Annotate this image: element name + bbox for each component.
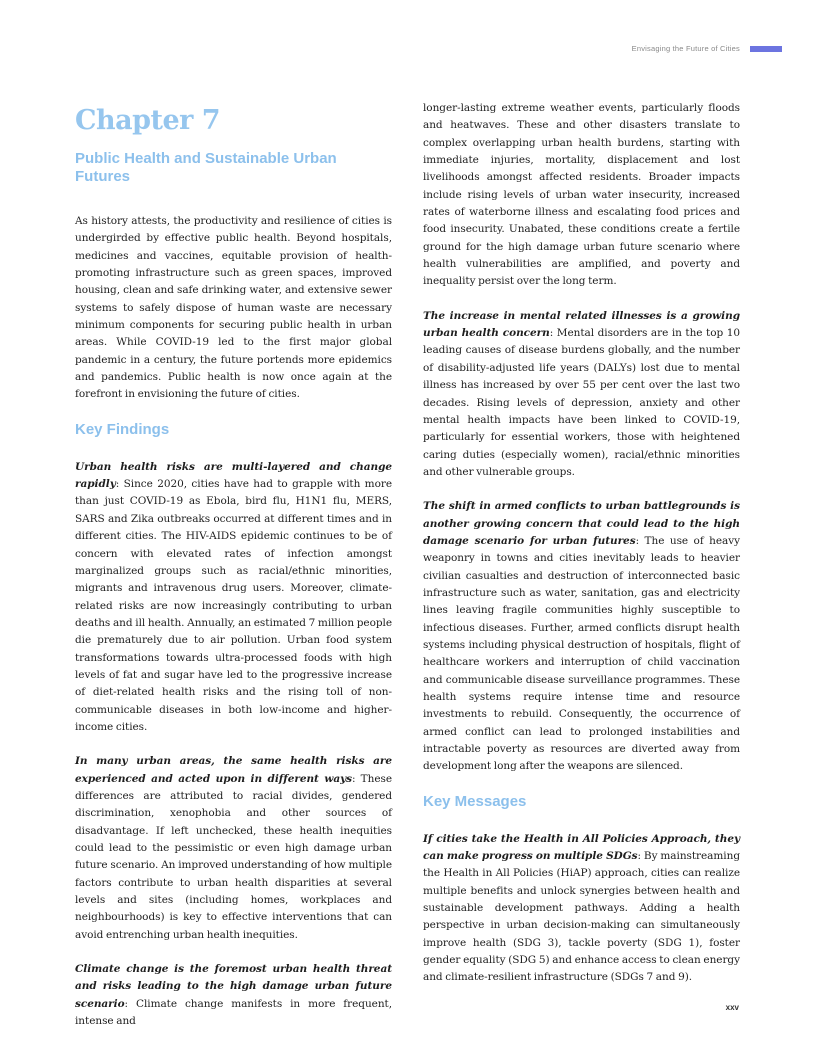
finding-text: : Climate change manifests in more frequent, intense and xyxy=(75,997,392,1028)
message-lead: If cities take the Health in All Policies Approach, they can make progress on multiple SDGs xyxy=(423,832,740,863)
running-header xyxy=(632,44,782,53)
right-column xyxy=(423,100,740,1004)
finding-paragraph xyxy=(423,498,740,776)
intro-paragraph: As history attests, the productivity and resilience of cities is undergirded by effective public health. Beyond hospitals, medicines and vaccines, equitable provision of health-promoting infrastructure such as green spaces, improved housing, clean and safe drinking water, and extensive sewer systems to safely dispose of human waste are necessary minimum components for securing public health in urban areas. While COVID-19 led to the first major global pandemic in a century, the future portends more epidemics and pandemics. Public health is now once again at the forefront in envisioning the future of cities. xyxy=(75,215,392,401)
header-accent-bar xyxy=(750,46,782,52)
finding-text: : Since 2020, cities have had to grapple with more than just COVID-19 as Ebola, bird flu, H1N1 flu, MERS, SARS and Zika outbreaks occurred at different times and in different cities. The HIV-AIDS epidemic continues to be of concern with elevated rates of infection amongst marginalized groups such as racial/ethnic minorities, migrants and intravenous drug users. Moreover, climate-related risks are now increasingly contributing to urban deaths and ill health. Annually, an estimated 7 million people die prematurely due to air pollution. Urban food system transformations towards ultra-processed foods with high levels of fat and sugar have led to the progressive increase of diet-related health risks and the rising toll of non-communicable diseases in both low-income and higher-income cities. xyxy=(75,478,392,733)
finding-lead: The increase in mental related illnesses is a growing urban health concern xyxy=(423,309,740,340)
chapter-label: Chapter 7 xyxy=(75,105,221,136)
finding-text: : The use of heavy weaponry in towns and cities inevitably leads to heavier civilian casualties and destruction of interconnected basic infrastructure such as water, sanitation, gas and electricity lines leaving fragile communities highly susceptible to infectious diseases. Further, armed conflicts disrupt health systems including physical destruction of hospitals, flight of healthcare workers and interruption of child vaccination and communicable disease surveillance programmes. These health systems require intense time and resource investments to rebuild. Consequently, the occurrence of armed conflict can lead to prolonged instabilities and intractable poverty as resources are diverted away from development long after the weapons are silenced. xyxy=(423,534,740,773)
finding-paragraph xyxy=(423,308,740,481)
finding-lead: Urban health risks are multi-layered and change rapidly xyxy=(75,460,392,491)
finding-lead: In many urban areas, the same health risks are experienced and acted upon in different ways xyxy=(75,755,392,785)
page-number: xxv xyxy=(725,1003,739,1012)
message-text: : By mainstreaming the Health in All Policies (HiAP) approach, cities can realize multiple benefits and unlock synergies between health and sustainable development pathways. Adding a health perspective in urban decision-making can simultaneously improve health (SDG 3), tackle poverty (SDG 1), foster gender equality (SDG 5) and enhance access to clean energy and climate-resilient infrastructure (SDGs 7 and 9). xyxy=(423,850,740,984)
running-title: Envisaging the Future of Cities xyxy=(631,44,740,53)
finding-lead: Climate change is the foremost urban health threat and risks leading to the high damage urban future scenario xyxy=(75,963,392,1010)
finding-paragraph xyxy=(75,459,392,737)
chapter-title: Public Health and Sustainable Urban Futures xyxy=(75,150,337,185)
continuation-paragraph: longer-lasting extreme weather events, particularly floods and heatwaves. These and other disasters translate to complex overlapping urban health burdens, starting with immediate injuries, mortality, displacement and lost livelihoods amongst affected residents. Broader impacts include rising levels of urban water insecurity, increased rates of waterborne illness and escalating food prices and food insecurity. Unabated, these conditions create a fertile ground for the high damage urban future scenario where health vulnerabilities are amplified, and poverty and inequality persist over the long term. xyxy=(423,102,740,288)
finding-paragraph xyxy=(75,753,392,944)
left-column xyxy=(75,98,392,1047)
finding-paragraph xyxy=(75,961,392,1030)
finding-text: : Mental disorders are in the top 10 leading causes of disease burdens globally, and the number of disability-adjusted life years (DALYs) lost due to mental illness has increased by over 55 per cent over the last two decades. Rising levels of depression, anxiety and other mental health impacts have been linked to COVID-19, particularly for essential workers, those with heightened caring duties (especially women), racial/ethnic minorities and other vulnerable groups. xyxy=(423,327,740,478)
finding-lead: The shift in armed conflicts to urban battlegrounds is another growing concern that could lead to the high damage scenario for urban futures xyxy=(423,500,740,547)
key-findings-heading: Key Findings xyxy=(75,420,170,438)
message-paragraph xyxy=(423,831,740,987)
finding-text: : These differences are attributed to racial divides, gendered discrimination, xenophobia and other sources of disadvantage. If left unchecked, these health inequities could lead to the pessimistic or even high damage urban future scenario. An improved understanding of how multiple factors contribute to urban health disparities at several levels and sites (including homes, workplaces and neighbourhoods) is key to effective interventions that can avoid entrenching urban health inequities. xyxy=(75,772,393,941)
key-messages-heading: Key Messages xyxy=(423,792,527,810)
